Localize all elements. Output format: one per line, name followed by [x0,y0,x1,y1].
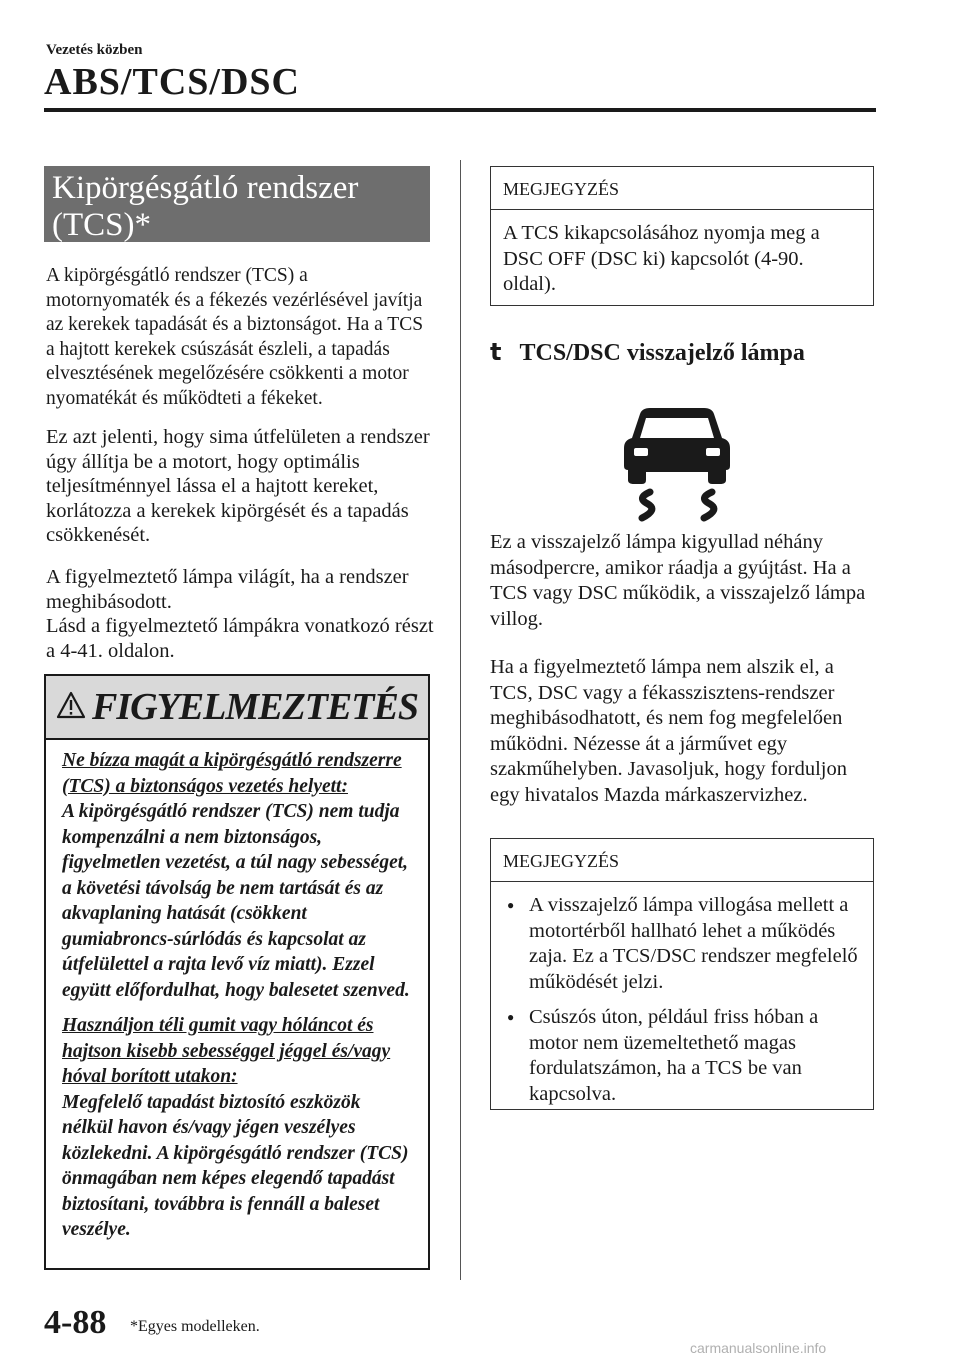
warning-1-text: A kipörgésgátló rendszer (TCS) nem tudja kompenzálni a nem biztonságos, figyelmetlen vezetést, a túl nagy sebességet, a követési távolság be nem tartását és az akvaplaning hatását (csökkent gumiabroncs-súrlódás és kapcsolat az útfelülettel a rajta levő víz miatt). Ezzel együtt előfordulhat, hogy balesetet szenved. [62,801,410,1001]
tcs-heading [44,166,430,242]
warning-1-heading: Ne bízza magát a kipörgésgátló rendszerre (TCS) a biztonságos vezetés helyett: [62,750,402,797]
note-1-rule [491,209,873,210]
warning-2-text: Megfelelő tapadást biztosító eszközök nélkül havon és/vagy jégen veszélyes közlekedni. A kipörgésgátló rendszer (TCS) önmagában nem képes elegendő tapadást biztosítani, továbbra is fennáll a baleset veszélye. [62,1091,409,1240]
page-number: 4-88 [44,1304,107,1341]
intro-paragraph: A kipörgésgátló rendszer (TCS) a motornyomaték és a fékezés vezérlésével javítja az kerekek tapadását és a biztonságot. Ha a TCS a hajtott kerekek csúszását észleli, a tapadás elvesztésének megelőzésére csökkenti a motor nyomatékát és működteti a fékeket. [46,265,424,409]
explanation-paragraph: Ez azt jelenti, hogy sima útfelületen a rendszer úgy állítja be a motort, hogy optimális teljesítménnyel lássa el a hajtott kereket, korlátozza a kerekek kipörgését és a tapadás csökkenését. [46,426,430,546]
warning-lamp-line: A figyelmeztető lámpa világít, ha a rendszer meghibásodott. [46,566,409,613]
column-divider [460,160,461,1280]
tcs-heading-line1: Kipörgésgátló rendszer [52,170,359,206]
page-title: ABS/TCS/DSC [44,61,300,103]
subheading-text: TCS/DSC visszajelző lámpa [519,340,805,366]
note-2-rule [491,881,873,882]
section-label: Vezetés közben [46,42,143,58]
tcs-heading-line2: (TCS)* [52,207,151,243]
footnote: *Egyes modelleken. [130,1318,260,1335]
note-2-label: MEGJEGYZÉS [503,851,619,871]
indicator-subheading [490,338,805,367]
warning-lamp-reference: Lásd a figyelmeztető lámpákra vonatkozó részt a 4-41. oldalon. [46,615,434,662]
note-box-1 [490,166,874,306]
note-1-text: A TCS kikapcsolásához nyomja meg a DSC OFF (DSC ki) kapcsolót (4-90. oldal). [503,222,820,295]
indicator-paragraph-2: Ha a figyelmeztető lámpa nem alszik el, a TCS, DSC vagy a fékasszisztens-rendszer meghibásodhatott, és nem fog megfelelően működni. Nézesse át a járművet egy szakműhelyben. Javasoljuk, hogy forduljon egy hivatalos Mazda márkaszervizhez. [490,656,847,806]
warning-triangle-icon [56,691,86,724]
note-2-item: ● A visszajelző lámpa villogása mellett a motortérből hallható lehet a működés zaja. Ez a TCS/DSC rendszer megfelelő működését jelzi. [503,893,863,995]
note-2-item: ● Csúszós úton, például friss hóban a motor nem üzemeltethető magas fordulatszámon, ha a TCS be van kapcsolva. [503,1005,863,1107]
note-box-2 [490,838,874,1110]
warning-lamp-paragraph [46,565,434,663]
indicator-paragraph-1: Ez a visszajelző lámpa kigyullad néhány másodpercre, amikor ráadja a gyújtást. Ha a TCS vagy DSC működik, a visszajelző lámpa villog. [490,531,866,630]
warning-body [62,748,412,1253]
watermark: carmanualsonline.info [690,1340,827,1356]
title-rule [44,108,876,112]
warning-2-heading: Használjon téli gumit vagy hóláncot és hajtson kisebb sebességgel jéggel és/vagy hóval borított utakon: [62,1015,391,1087]
tcs-skid-car-icon [612,404,742,529]
warning-header [46,676,428,740]
warning-title: FIGYELMEZTETÉS [92,686,418,728]
note-2-list [503,893,863,1117]
warning-box [44,674,430,1270]
subheading-marker: t [490,338,502,366]
note-1-label: MEGJEGYZÉS [503,179,619,199]
